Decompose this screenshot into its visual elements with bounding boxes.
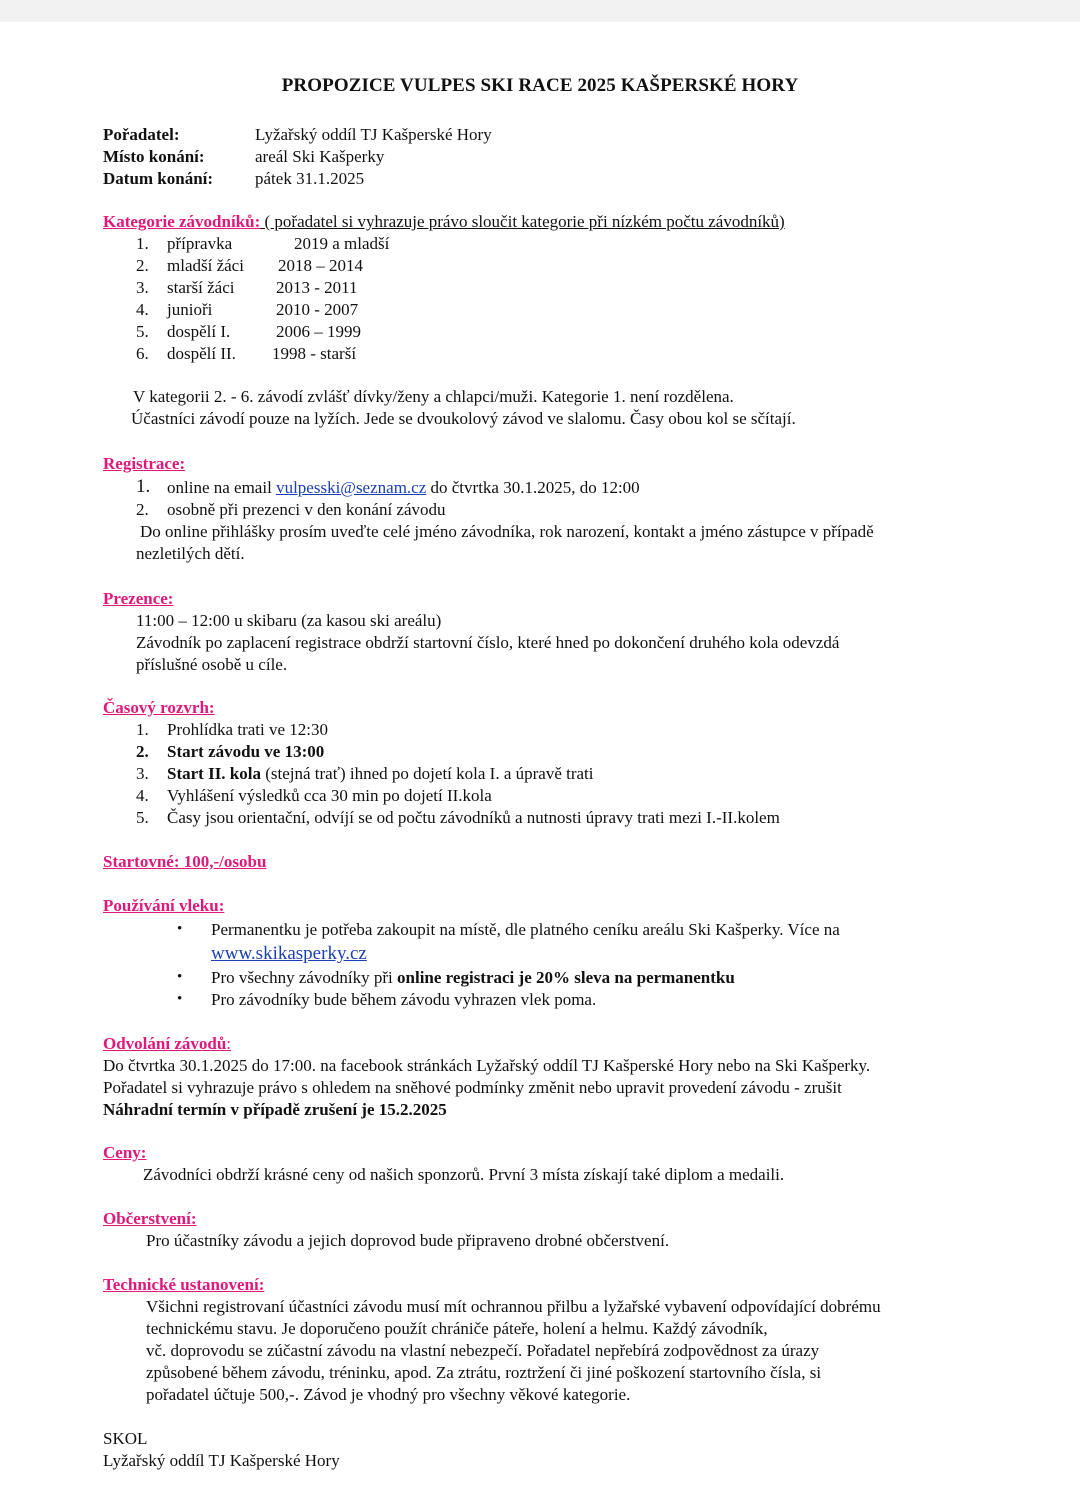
kategorie-item-years: 2006 – 1999 bbox=[276, 322, 361, 341]
registrace-online-deadline: do čtvrtka 30.1.2025, do 12:00 bbox=[426, 478, 640, 497]
rozvrh-item-bold: Start II. kola bbox=[167, 764, 261, 783]
kategorie-item-name: junioři bbox=[167, 300, 213, 319]
registrace-item-online bbox=[167, 477, 640, 499]
odvolani-heading-line bbox=[103, 1033, 231, 1055]
rozvrh-item: Vyhlášení výsledků cca 30 min po dojetí II.kola bbox=[167, 786, 492, 805]
technicke-text: vč. doprovodu se zúčastní závodu na vlastní nebezpečí. Pořadatel nepřebírá zodpovědnost za úrazy bbox=[146, 1341, 820, 1360]
bullet-icon: • bbox=[177, 991, 183, 1007]
registrace-item-num: 1. bbox=[136, 476, 151, 497]
info-label-poradatel: Pořadatel: bbox=[103, 125, 180, 144]
kategorie-item-years: 1998 - starší bbox=[272, 344, 357, 363]
vlek-heading: Používání vleku: bbox=[103, 896, 225, 915]
kategorie-heading-line bbox=[103, 211, 785, 233]
kategorie-item-num: 6. bbox=[136, 344, 149, 363]
ceny-heading: Ceny: bbox=[103, 1143, 147, 1162]
obcerstveni-heading: Občerstvení: bbox=[103, 1209, 197, 1228]
kategorie-text: V kategorii 2. - 6. závodí zvlášť dívky/ženy a chlapci/muži. Kategorie 1. není rozdělena. bbox=[133, 387, 734, 406]
odvolani-text: Do čtvrtka 30.1.2025 do 17:00. na facebook stránkách Lyžařský oddíl TJ Kašperské Hory nebo na Ski Kašperky. bbox=[103, 1056, 871, 1075]
kategorie-item-num: 4. bbox=[136, 300, 149, 319]
rozvrh-heading: Časový rozvrh: bbox=[103, 698, 215, 717]
registrace-item-osobne: osobně při prezenci v den konání závodu bbox=[167, 500, 446, 519]
footer-organizer: Lyžařský oddíl TJ Kašperské Hory bbox=[103, 1451, 340, 1470]
rozvrh-item-num: 4. bbox=[136, 786, 149, 805]
kategorie-item-num: 2. bbox=[136, 256, 149, 275]
kategorie-item-num: 1. bbox=[136, 234, 149, 253]
registrace-online-text: online na email bbox=[167, 478, 277, 497]
odvolani-colon: : bbox=[226, 1034, 232, 1053]
obcerstveni-text: Pro účastníky závodu a jejich doprovod bude připraveno drobné občerstvení. bbox=[146, 1231, 670, 1250]
rozvrh-item bbox=[167, 763, 594, 785]
ceny-text: Závodníci obdrží krásné ceny od našich sponzorů. První 3 místa získají také diplom a medaili. bbox=[143, 1165, 785, 1184]
rozvrh-item: Časy jsou orientační, odvíjí se od počtu závodníků a nutnosti úpravy trati mezi I.-II.kolem bbox=[167, 808, 780, 827]
info-value-poradatel: Lyžařský oddíl TJ Kašperské Hory bbox=[255, 125, 492, 144]
prezence-text: Závodník po zaplacení registrace obdrží startovní číslo, které hned po dokončení druhého kola odevzdá bbox=[136, 633, 840, 652]
registrace-text: nezletilých dětí. bbox=[136, 544, 245, 563]
vlek-website-link[interactable]: www.skikasperky.cz bbox=[211, 943, 367, 964]
prezence-text: příslušné osobě u cíle. bbox=[136, 655, 288, 674]
rozvrh-item-num: 5. bbox=[136, 808, 149, 827]
vlek-bullet-text: Pro závodníky bude během závodu vyhrazen vlek poma. bbox=[211, 990, 597, 1009]
kategorie-item-years: 2018 – 2014 bbox=[278, 256, 363, 275]
rozvrh-item-num: 2. bbox=[136, 742, 149, 761]
info-value-datum: pátek 31.1.2025 bbox=[255, 169, 365, 188]
startovne-heading: Startovné: 100,-/osobu bbox=[103, 852, 267, 871]
bullet-icon: • bbox=[177, 921, 183, 937]
prezence-heading: Prezence: bbox=[103, 589, 174, 608]
vlek-bullet-text-pre: Pro všechny závodníky při bbox=[211, 968, 398, 987]
kategorie-item-name: dospělí II. bbox=[167, 344, 236, 363]
rozvrh-item-num: 1. bbox=[136, 720, 149, 739]
rozvrh-item-num: 3. bbox=[136, 764, 149, 783]
rozvrh-item-rest: (stejná trať) ihned po dojetí kola I. a úpravě trati bbox=[260, 764, 594, 783]
kategorie-heading: Kategorie závodníků: bbox=[103, 212, 261, 231]
technicke-text: Všichni registrovaní účastníci závodu musí mít ochrannou přilbu a lyžařské vybavení odpovídající dobrému bbox=[146, 1297, 881, 1316]
vlek-bullet-text bbox=[211, 967, 735, 989]
kategorie-item-years: 2013 - 2011 bbox=[276, 278, 358, 297]
rozvrh-item: Start závodu ve 13:00 bbox=[167, 742, 325, 761]
kategorie-item-name: mladší žáci bbox=[167, 256, 244, 275]
footer-skol: SKOL bbox=[103, 1429, 148, 1448]
kategorie-note: ( pořadatel si vyhrazuje právo sloučit kategorie při nízkém počtu závodníků) bbox=[260, 212, 785, 231]
bullet-icon: • bbox=[177, 969, 183, 985]
vlek-bullet-text-bold: online registraci je 20% sleva na permanentku bbox=[397, 968, 735, 987]
kategorie-item-name: přípravka bbox=[167, 234, 233, 253]
odvolani-nahradni-termin: Náhradní termín v případě zrušení je 15.2.2025 bbox=[103, 1100, 447, 1119]
odvolani-text: Pořadatel si vyhrazuje právo s ohledem na sněhové podmínky změnit nebo upravit provedení závodu - zrušit bbox=[103, 1078, 842, 1097]
technicke-text: pořadatel účtuje 500,-. Závod je vhodný pro všechny věkové kategorie. bbox=[146, 1385, 631, 1404]
registrace-text: Do online přihlášky prosím uveďte celé jméno závodníka, rok narození, kontakt a jméno zástupce v případě bbox=[140, 522, 874, 541]
technicke-text: technickému stavu. Je doporučeno použít chrániče páteře, holení a helmu. Každý závodník, bbox=[146, 1319, 768, 1338]
registrace-heading: Registrace: bbox=[103, 454, 186, 473]
prezence-time: 11:00 – 12:00 u skibaru (za kasou ski areálu) bbox=[136, 611, 442, 630]
kategorie-text: Účastníci závodí pouze na lyžích. Jede se dvoukolový závod ve slalomu. Časy obou kol se sčítají. bbox=[131, 409, 796, 428]
info-label-misto: Místo konání: bbox=[103, 147, 205, 166]
registrace-email-link[interactable]: vulpesski@seznam.cz bbox=[276, 478, 427, 497]
kategorie-item-name: dospělí I. bbox=[167, 322, 231, 341]
info-value-misto: areál Ski Kašperky bbox=[255, 147, 385, 166]
kategorie-item-num: 5. bbox=[136, 322, 149, 341]
technicke-text: způsobené během závodu, tréninku, apod. Za ztrátu, roztržení či jiné poškození startovního čísla, si bbox=[146, 1363, 822, 1382]
kategorie-item-num: 3. bbox=[136, 278, 149, 297]
kategorie-item-name: starší žáci bbox=[167, 278, 235, 297]
info-label-datum: Datum konání: bbox=[103, 169, 214, 188]
rozvrh-item: Prohlídka trati ve 12:30 bbox=[167, 720, 329, 739]
registrace-item-num: 2. bbox=[136, 500, 149, 519]
kategorie-item-years: 2010 - 2007 bbox=[276, 300, 359, 319]
odvolani-heading: Odvolání závodů bbox=[103, 1034, 227, 1053]
document-title: PROPOZICE VULPES SKI RACE 2025 KAŠPERSKÉ HORY bbox=[281, 75, 799, 96]
vlek-bullet-text: Permanentku je potřeba zakoupit na místě, dle platného ceníku areálu Ski Kašperky. Více na bbox=[211, 920, 840, 939]
kategorie-item-years: 2019 a mladší bbox=[294, 234, 390, 253]
technicke-heading: Technické ustanovení: bbox=[103, 1275, 265, 1294]
